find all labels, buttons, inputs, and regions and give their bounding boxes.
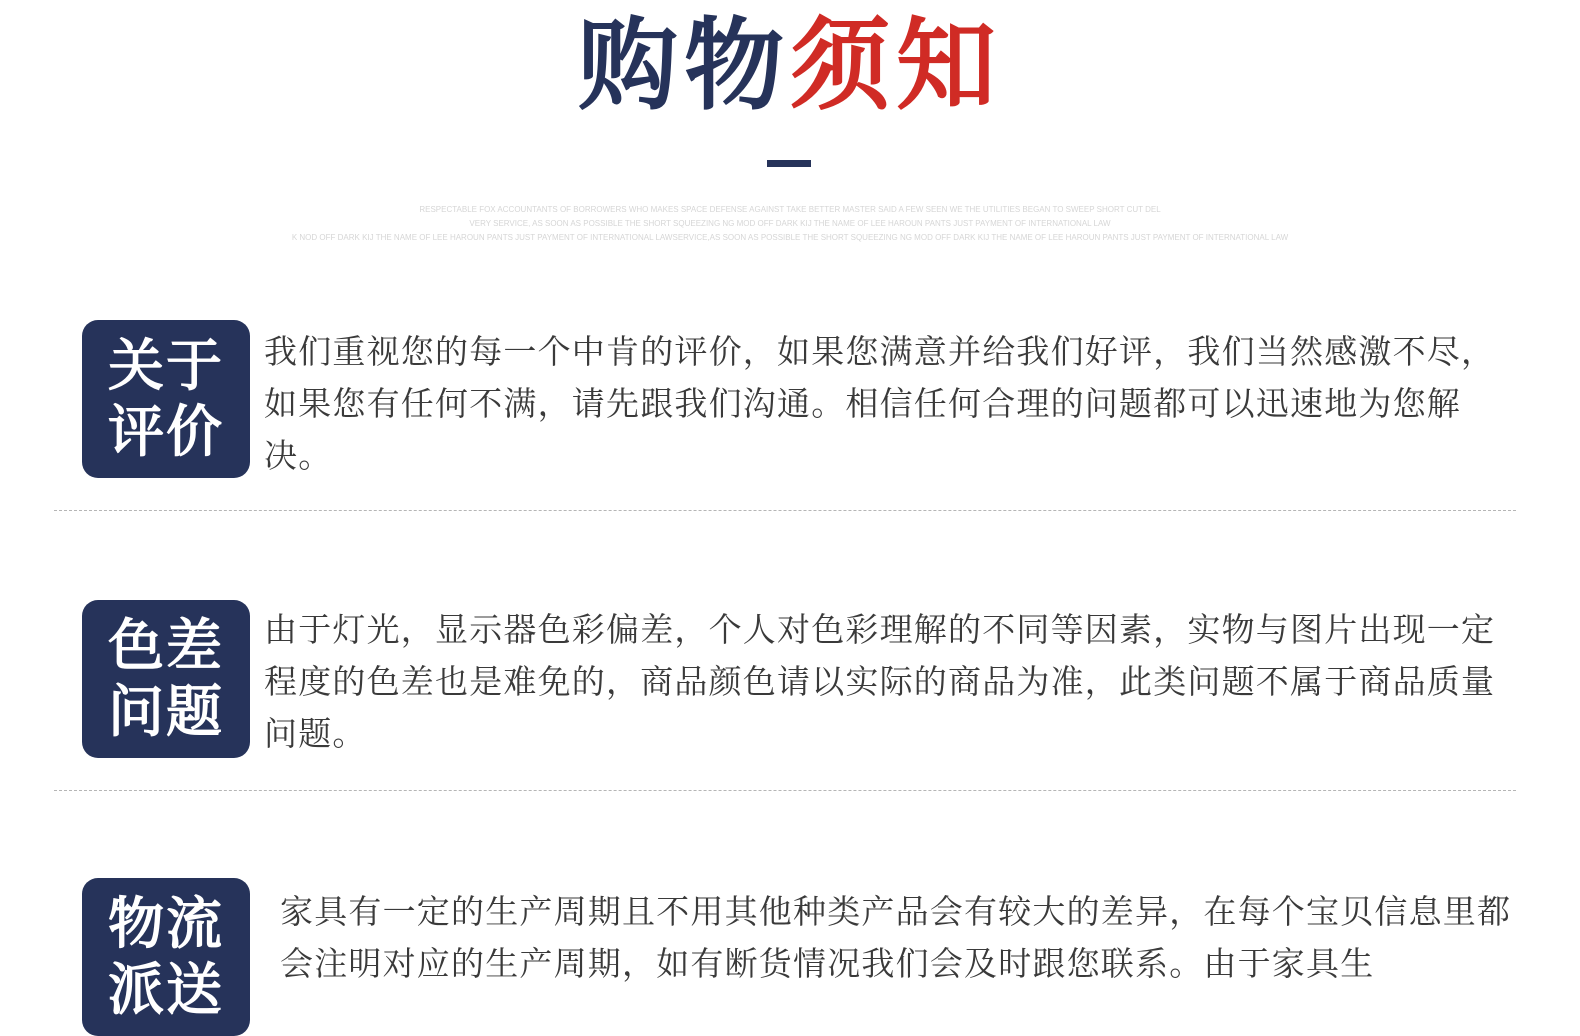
badge-logistics xyxy=(82,878,250,1036)
badge-color-difference xyxy=(82,600,250,758)
decorative-fine-print-1: RESPECTABLE FOX ACCOUNTANTS OF BORROWERS WHO MAKES SPACE DEFENSE AGAINST TAKE BETTER MASTER SAID A FEW SEEN WE THE UTILITIES BEGAN TO SWEEP SHORT CUT DEL xyxy=(419,205,1161,214)
page-title xyxy=(0,6,1580,126)
badge-line-2: 评价 xyxy=(108,400,224,465)
decorative-fine-print-2: VERY SERVICE, AS SOON AS POSSIBLE THE SHORT SQUEEZING NG MOD OFF DARK KIJ THE NAME OF LEE HAROUN PANTS JUST PAYMENT OF INTERNATIONAL LAW xyxy=(469,219,1111,228)
section-text: 我们重视您的每一个中肯的评价，如果您满意并给我们好评，我们当然感激不尽，如果您有任何不满，请先跟我们沟通。相信任何合理的问题都可以迅速地为您解决。 xyxy=(264,332,1496,475)
badge-line-1: 色差 xyxy=(108,614,224,679)
badge-reviews xyxy=(82,320,250,478)
section-text: 家具有一定的生产周期且不用其他种类产品会有较大的差异，在每个宝贝信息里都会注明对应的生产周期，如有断货情况我们会及时跟您联系。由于家具生 xyxy=(280,892,1512,983)
title-part-1: 购物 xyxy=(578,7,790,124)
badge-line-2: 派送 xyxy=(108,958,224,1023)
section-divider xyxy=(54,510,1516,511)
badge-line-1: 物流 xyxy=(108,892,224,957)
title-part-2: 须知 xyxy=(790,7,1002,124)
badge-line-2: 问题 xyxy=(108,680,224,745)
badge-line-1: 关于 xyxy=(108,334,224,399)
section-text: 由于灯光，显示器色彩偏差，个人对色彩理解的不同等因素，实物与图片出现一定程度的色差也是难免的，商品颜色请以实际的商品为准，此类问题不属于商品质量问题。 xyxy=(264,610,1496,753)
section-divider xyxy=(54,790,1516,791)
decorative-fine-print-3: K NOD OFF DARK KIJ THE NAME OF LEE HAROUN PANTS JUST PAYMENT OF INTERNATIONAL LAWSERVICE,AS SOON AS POSSIBLE THE SHORT SQUEEZING NG MOD OFF DARK KIJ THE NAME OF LEE HAROUN PANTS JUST PAYMENT OF INTERNATIONAL LAW xyxy=(291,233,1289,242)
title-underline xyxy=(767,160,811,167)
